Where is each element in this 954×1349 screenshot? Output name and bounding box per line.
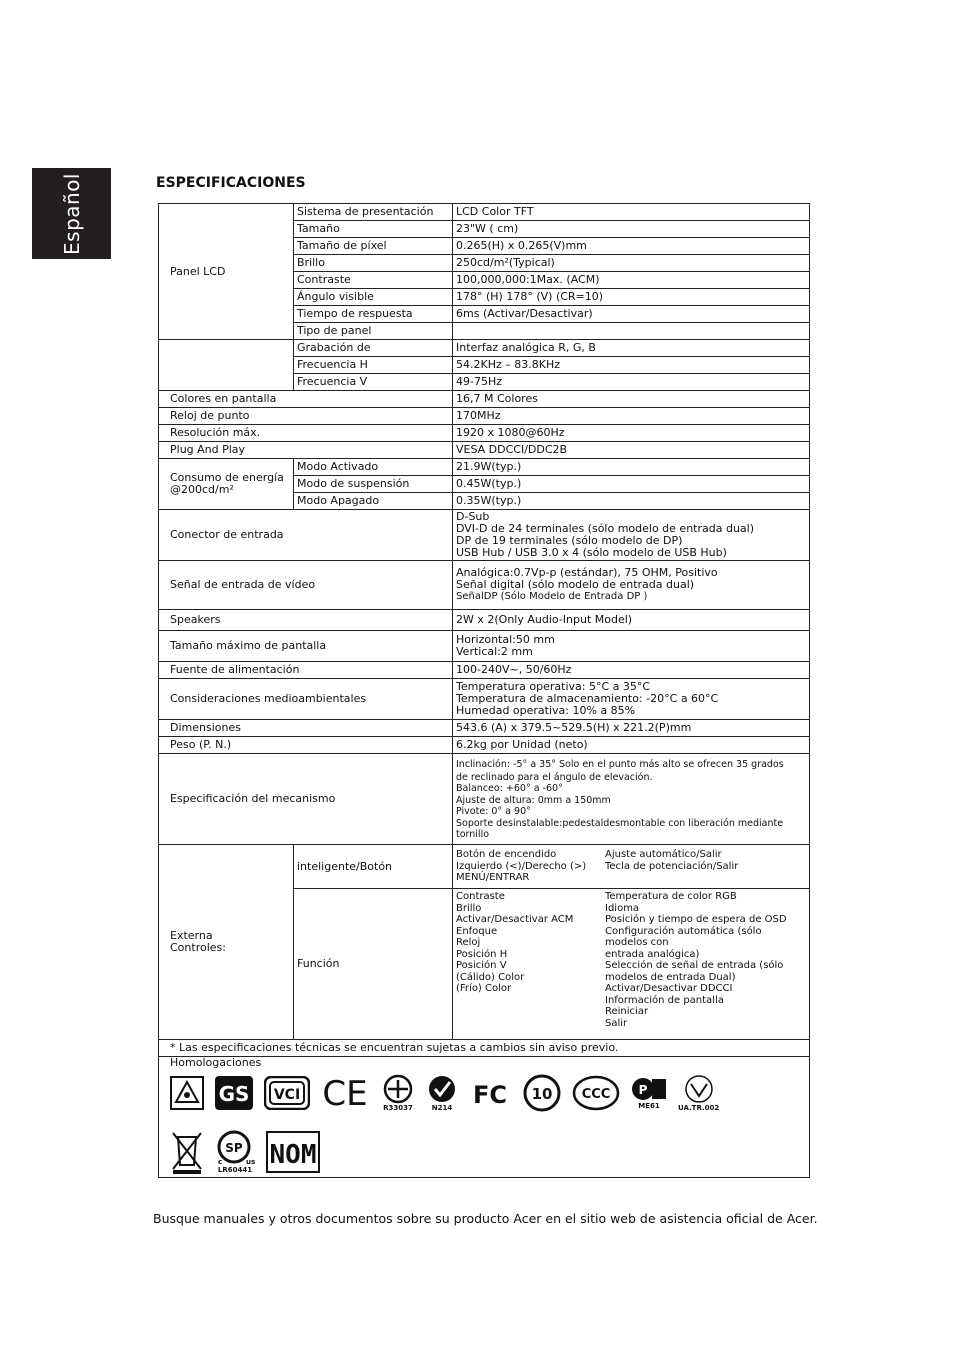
table-row	[159, 1057, 810, 1178]
spec-key: Resolución máx.	[159, 425, 453, 442]
spec-value: 170MHz	[453, 408, 810, 425]
vcci-logo	[264, 1076, 310, 1110]
table-row	[159, 737, 810, 754]
svg-text:FC: FC	[472, 1081, 508, 1109]
cell-line: Brillo	[456, 902, 482, 914]
power-label	[159, 459, 294, 510]
cell-line: Reloj	[456, 937, 481, 948]
spec-value	[453, 510, 810, 561]
nom-logo	[266, 1131, 320, 1173]
spec-value: 1920 x 1080@60Hz	[453, 425, 810, 442]
cell-line: Información de pantalla	[605, 994, 724, 1006]
spec-value: 543.6 (A) x 379.5~529.5(H) x 221.2(P)mm	[453, 720, 810, 737]
spec-value: 250cd/m²(Typical)	[453, 255, 810, 272]
spec-key: Brillo	[294, 255, 453, 272]
spec-key: Reloj de punto	[159, 408, 453, 425]
table-row	[159, 845, 810, 889]
spec-key: Tiempo de respuesta	[294, 306, 453, 323]
spec-value: 16,7 M Colores	[453, 391, 810, 408]
pct-logo	[630, 1076, 668, 1110]
cell-line: Balanceo: +60° a -60°	[456, 783, 563, 794]
table-row	[159, 425, 810, 442]
cell-line: de reclinado para el ángulo de elevación.	[456, 771, 653, 783]
cell-line: Salir	[605, 1017, 628, 1029]
cell-line: Temperatura de almacenamiento: -20°C a 60°C	[456, 692, 719, 705]
spec-value: 100,000,000:1Max. (ACM)	[453, 272, 810, 289]
cell-line: SeñalDP (Sólo Modelo de Entrada DP )	[456, 591, 648, 602]
spec-key: Tamaño máximo de pantalla	[159, 631, 453, 662]
function-columns	[456, 891, 806, 1029]
svg-text:GS: GS	[218, 1082, 250, 1106]
table-row	[159, 1040, 810, 1057]
logo-caption: UA.TR.002	[678, 1104, 720, 1112]
footer-text: Busque manuales y otros documentos sobre su producto Acer en el sitio web de asistencia oficial de Acer.	[153, 1211, 818, 1226]
spec-key: Frecuencia H	[294, 357, 453, 374]
spec-key: Modo Apagado	[294, 493, 453, 510]
spec-value	[453, 679, 810, 720]
csa-logo	[214, 1130, 256, 1174]
spec-value	[453, 845, 810, 889]
logo-caption: ME61	[638, 1102, 660, 1110]
function-list-right	[605, 891, 787, 1029]
spec-value: 6ms (Activar/Desactivar)	[453, 306, 810, 323]
spec-key: Función	[294, 889, 453, 1040]
spec-value: 49-75Hz	[453, 374, 810, 391]
homologations-cell	[159, 1057, 810, 1178]
logo-caption: R33037	[383, 1104, 413, 1112]
table-row	[159, 408, 810, 425]
cell-line: Horizontal:50 mm	[456, 633, 555, 646]
cell-line: Soporte desinstalable:pedestaldesmontable con liberación mediante	[456, 817, 784, 829]
certification-logos	[170, 1069, 770, 1177]
spec-value: 54.2KHz – 83.8KHz	[453, 357, 810, 374]
button-list-right	[605, 849, 738, 884]
logo-caption: LR60441	[217, 1166, 253, 1174]
cell-line: modelos con	[605, 937, 669, 948]
table-row	[159, 204, 810, 221]
spec-value: LCD Color TFT	[453, 204, 810, 221]
spec-key: Tamaño	[294, 221, 453, 238]
table-row	[159, 610, 810, 631]
cell-line: Selección de señal de entrada (sólo	[605, 960, 784, 971]
cell-line: Ajuste de altura: 0mm a 150mm	[456, 794, 611, 806]
cell-line: MENÚ/ENTRAR	[456, 872, 530, 884]
spec-key: Tipo de panel	[294, 323, 453, 340]
china-10-logo	[522, 1073, 562, 1113]
ccc-logo	[572, 1075, 620, 1111]
cell-line: Contraste	[456, 891, 505, 902]
cell-line: Reiniciar	[605, 1006, 649, 1017]
gs-logo	[214, 1075, 254, 1111]
cell-line: Humedad operativa: 10% a 85%	[456, 704, 636, 717]
spec-key: Especificación del mecanismo	[159, 754, 453, 845]
scan-label	[159, 340, 294, 391]
cell-line: Posición H	[456, 948, 508, 960]
power-label-line1: Consumo de energía	[170, 471, 284, 484]
spec-key: Grabación de	[294, 340, 453, 357]
cell-line: (Cálido) Color	[456, 971, 525, 983]
cell-line: Activar/Desactivar DDCCI	[605, 983, 733, 994]
cell-line: (Frío) Color	[456, 983, 512, 994]
ukraine-logo	[678, 1074, 719, 1112]
cell-line: Pivote: 0° a 90°	[456, 806, 531, 817]
spec-key: Sistema de presentación	[294, 204, 453, 221]
button-columns	[456, 849, 806, 884]
cell-line: Posición V	[456, 960, 507, 971]
spec-value: VESA DDCCI/DDC2B	[453, 442, 810, 459]
cell-line: Idioma	[605, 902, 640, 914]
table-row	[159, 442, 810, 459]
table-row	[159, 631, 810, 662]
cell-line: Analógica:0.7Vp-p (estándar), 75 OHM, Positivo	[456, 566, 718, 579]
ctick-logo	[426, 1074, 458, 1112]
spec-value: 2W x 2(Only Audio-Input Model)	[453, 610, 810, 631]
svg-text:NOM: NOM	[269, 1140, 317, 1170]
table-row	[159, 340, 810, 357]
panel-label: Panel LCD	[159, 204, 294, 340]
cell-line: Temperatura operativa: 5°C a 35°C	[456, 680, 651, 693]
spec-value: 23"W ( cm)	[453, 221, 810, 238]
table-row	[159, 561, 810, 610]
gost-logo	[380, 1074, 416, 1112]
cell-line: Vertical:2 mm	[456, 645, 533, 658]
spec-value	[453, 754, 810, 845]
spec-key: Colores en pantalla	[159, 391, 453, 408]
spec-value	[453, 631, 810, 662]
tuv-ergonomics-logo	[170, 1076, 204, 1110]
spec-value: 0.265(H) x 0.265(V)mm	[453, 238, 810, 255]
spec-value: 6.2kg por Unidad (neto)	[453, 737, 810, 754]
spec-value	[453, 889, 810, 1040]
table-row	[159, 720, 810, 737]
svg-text:VCI: VCI	[273, 1087, 301, 1103]
spec-key: Dimensiones	[159, 720, 453, 737]
cell-line: Tecla de potenciación/Salir	[605, 860, 739, 872]
spec-key: Tamaño de píxel	[294, 238, 453, 255]
weee-logo	[170, 1129, 204, 1175]
table-row	[159, 679, 810, 720]
table-row	[159, 510, 810, 561]
cell-line: Posición y tiempo de espera de OSD	[605, 914, 787, 925]
svg-text:CCC: CCC	[581, 1087, 611, 1102]
spec-key: Peso (P. N.)	[159, 737, 453, 754]
function-list-left	[456, 891, 605, 1029]
power-label-line2: @200cd/m²	[170, 483, 234, 496]
spec-key: Modo de suspensión	[294, 476, 453, 493]
page-title: ESPECIFICACIONES	[156, 175, 306, 191]
spec-key: Plug And Play	[159, 442, 453, 459]
spec-key: Frecuencia V	[294, 374, 453, 391]
spec-key: Contraste	[294, 272, 453, 289]
ce-logo	[320, 1073, 370, 1113]
fcc-logo	[468, 1076, 512, 1110]
spec-value: 0.35W(typ.)	[453, 493, 810, 510]
spec-value	[453, 561, 810, 610]
spec-value: 21.9W(typ.)	[453, 459, 810, 476]
controls-label	[159, 845, 294, 1040]
spec-key: Modo Activado	[294, 459, 453, 476]
cell-line: USB Hub / USB 3.0 x 4 (sólo modelo de USB Hub)	[456, 546, 727, 559]
cell-line: Ajuste automático/Salir	[605, 849, 722, 861]
logo-caption: N214	[431, 1104, 453, 1112]
controls-label-line: Externa	[170, 929, 213, 942]
table-row	[159, 754, 810, 845]
controls-label-line: Controles:	[170, 941, 226, 954]
cell-line: Señal digital (sólo modelo de entrada dual)	[456, 578, 695, 591]
spec-key: Speakers	[159, 610, 453, 631]
cell-line: Configuración automática (sólo	[605, 925, 762, 937]
cell-line: DVI-D de 24 terminales (sólo modelo de entrada dual)	[456, 522, 755, 535]
svg-text:us: us	[246, 1158, 256, 1166]
cell-line: Botón de encendido	[456, 849, 557, 861]
spec-key: Fuente de alimentación	[159, 662, 453, 679]
svg-text:P: P	[638, 1083, 648, 1097]
table-row	[159, 459, 810, 476]
spec-value: 178° (H) 178° (V) (CR=10)	[453, 289, 810, 306]
cell-line: modelos de entrada Dual)	[605, 971, 736, 983]
spec-value: 100-240V~, 50/60Hz	[453, 662, 810, 679]
table-row	[159, 662, 810, 679]
spec-key: Ángulo visible	[294, 289, 453, 306]
spec-key: inteligente/Botón	[294, 845, 453, 889]
language-tab	[32, 168, 111, 259]
homologations-label: Homologaciones	[170, 1056, 262, 1069]
cell-line: D-Sub	[456, 510, 490, 523]
language-tab-label: Español	[60, 173, 84, 255]
svg-text:10: 10	[531, 1085, 553, 1103]
spec-note: * Las especificaciones técnicas se encuentran sujetas a cambios sin aviso previo.	[159, 1040, 810, 1057]
spec-value: 0.45W(typ.)	[453, 476, 810, 493]
cell-line: Enfoque	[456, 925, 498, 937]
cell-line: DP de 19 terminales (sólo modelo de DP)	[456, 534, 683, 547]
spec-key: Señal de entrada de vídeo	[159, 561, 453, 610]
spec-value	[453, 323, 810, 340]
cell-line: Activar/Desactivar ACM	[456, 914, 574, 925]
spec-key: Conector de entrada	[159, 510, 453, 561]
svg-text:SP: SP	[225, 1141, 243, 1155]
spec-key: Consideraciones medioambientales	[159, 679, 453, 720]
table-row	[159, 391, 810, 408]
button-list-left	[456, 849, 605, 884]
spec-value: Interfaz analógica R, G, B	[453, 340, 810, 357]
cell-line: tornillo	[456, 829, 490, 840]
svg-text:c: c	[218, 1158, 223, 1166]
cell-line: Temperatura de color RGB	[605, 891, 737, 902]
svg-text:CE: CE	[322, 1074, 368, 1113]
cell-line: entrada analógica)	[605, 948, 700, 960]
cell-line: Inclinación: -5° a 35° Solo en el punto más alto se ofrecen 35 grados	[456, 758, 784, 770]
cell-line: Izquierdo (<)/Derecho (>)	[456, 860, 587, 872]
spec-table	[158, 203, 810, 1178]
